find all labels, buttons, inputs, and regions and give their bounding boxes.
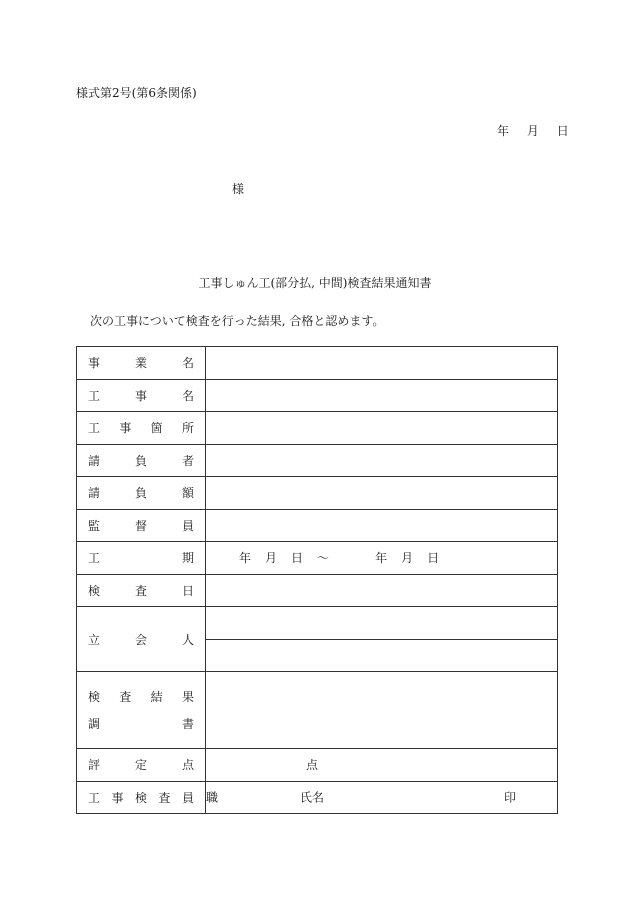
date-month: 月 [526,124,539,138]
label-inspector: 工 事 検 査 員 [77,781,206,814]
value-period[interactable] [206,542,558,575]
issue-date [497,122,569,139]
period-start-year: 年 [239,551,252,566]
rating-unit: 点 [306,758,319,773]
label-report: 検 査 結 果 調 書 [77,672,206,749]
value-supervisor[interactable] [206,509,558,542]
label-contractor: 請 負 者 [77,444,206,477]
document-title: 工事しゅん工(部分払, 中間)検査結果通知書 [198,276,432,290]
table-row [77,412,558,445]
table-row [77,477,558,510]
table-row [77,672,558,749]
inspector-position-label: 職 [206,790,219,805]
addressee-suffix: 様 [232,182,245,196]
table-row [77,509,558,542]
period-tilde: 〜 [317,551,330,566]
inspector-name-label: 氏名 [300,790,325,805]
period-end-month: 月 [401,551,414,566]
label-supervisor: 監 督 員 [77,509,206,542]
table-row [77,607,558,640]
table-row [77,379,558,412]
value-project-name[interactable] [206,347,558,380]
value-work-location[interactable] [206,412,558,445]
value-work-name[interactable] [206,379,558,412]
table-row [77,749,558,782]
table-row [77,781,558,814]
table-row [77,347,558,380]
label-contract-amount: 請 負 額 [77,477,206,510]
value-rating[interactable] [206,749,558,782]
value-inspector[interactable] [206,781,558,814]
inspector-seal-label: 印 [504,790,517,805]
label-witness: 立 会 人 [77,607,206,672]
period-start-month: 月 [265,551,278,566]
date-year: 年 [497,124,510,138]
period-end-year: 年 [375,551,388,566]
value-witness-2[interactable] [206,639,558,672]
period-end-day: 日 [427,551,440,566]
label-work-location: 工 事 箇 所 [77,412,206,445]
value-inspection-date[interactable] [206,574,558,607]
value-report[interactable] [206,672,558,749]
date-day: 日 [556,124,569,138]
table-row [77,444,558,477]
form-number: 様式第2号(第6条関係) [76,86,197,100]
period-start-day: 日 [291,551,304,566]
label-inspection-date: 検 査 日 [77,574,206,607]
label-period: 工 期 [77,542,206,575]
table-row [77,574,558,607]
label-work-name: 工 事 名 [77,379,206,412]
inspection-form-table [76,346,558,814]
label-rating: 評 定 点 [77,749,206,782]
intro-text: 次の工事について検査を行った結果, 合格と認めます。 [90,314,385,328]
value-witness-1[interactable] [206,607,558,640]
value-contractor[interactable] [206,444,558,477]
label-project-name: 事 業 名 [77,347,206,380]
table-row [77,542,558,575]
value-contract-amount[interactable] [206,477,558,510]
